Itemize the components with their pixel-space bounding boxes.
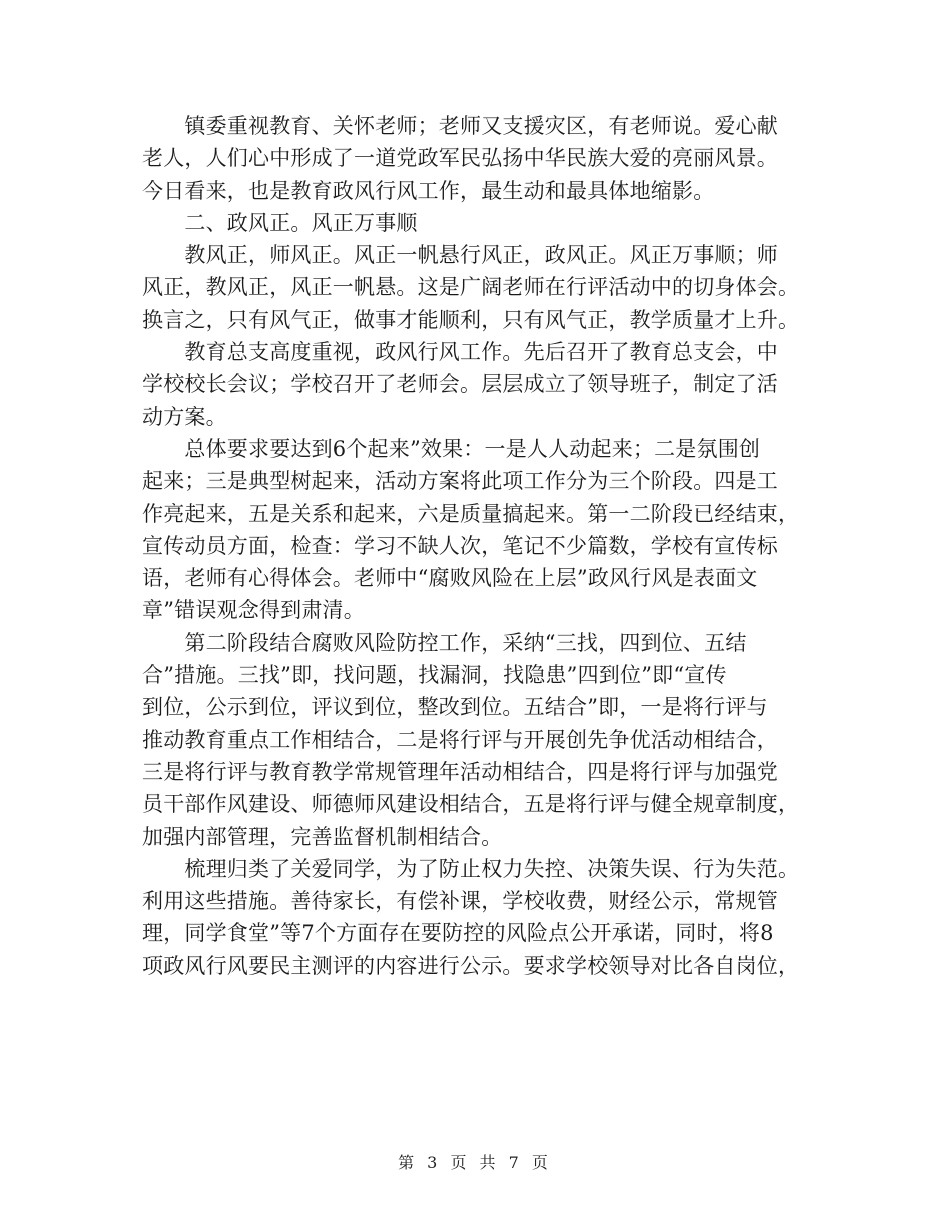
text-line: 梳理归类了关爱同学，为了防止权力失控、决策失误、行为失范。	[142, 856, 800, 881]
text-line: 风正，教风正，风正一帆悬。这是广阔老师在行评活动中的切身体会。	[142, 275, 800, 300]
paragraph-3	[142, 239, 834, 336]
heading-line: 二、政风正。风正万事顺	[142, 210, 418, 235]
text-line: 换言之，只有风气正，做事才能顺利，只有风气正，教学质量才上升。	[142, 307, 800, 332]
page-number-footer: 第 3 页 共 7 页	[398, 1153, 552, 1172]
text-line: 第二阶段结合腐败风险防控工作，采纳“三找，四到位、五结	[142, 630, 747, 655]
text-line: 加强内部管理，完善监督机制相结合。	[142, 824, 503, 849]
text-line: 到位，公示到位，评议到位，整改到位。五结合”即，一是将行评与	[142, 695, 768, 720]
text-line: 理，同学食堂”等7个方面存在要防控的风险点公开承诺，同时，将8	[142, 921, 774, 946]
text-line: 利用这些措施。善待家长，有偿补课，学校收费，财经公示，常规管	[142, 889, 778, 914]
text-line: 教育总支高度重视，政风行风工作。先后召开了教育总支会，中	[142, 340, 778, 365]
text-line: 教风正，师风正。风正一帆悬行风正，政风正。风正万事顺；师	[142, 243, 778, 268]
text-line: 老人，人们心中形成了一道党政军民弘扬中华民族大爱的亮丽风景。	[142, 146, 778, 171]
paragraph-4	[142, 336, 834, 433]
text-line: 语，老师有心得体会。老师中“腐败风险在上层”政风行风是表面文	[142, 566, 758, 591]
text-line: 推动教育重点工作相结合，二是将行评与开展创先争优活动相结合，	[142, 727, 778, 752]
text-line: 总体要求要达到6个起来”效果：一是人人动起来；二是氛围创	[142, 436, 761, 461]
text-line: 章”错误观念得到肃清。	[142, 598, 365, 623]
text-line: 起来；三是典型树起来，活动方案将此项工作分为三个阶段。四是工	[142, 469, 778, 494]
document-body	[142, 110, 834, 982]
text-line: 动方案。	[142, 404, 227, 429]
text-line: 员干部作风建设、师德师风建设相结合，五是将行评与健全规章制度，	[142, 792, 800, 817]
paragraph-1	[142, 110, 834, 207]
paragraph-5	[142, 433, 834, 627]
section-heading	[142, 207, 834, 239]
text-line: 合”措施。三找”即，找问题，找漏洞，找隐患”四到位”即“宣传	[142, 663, 727, 688]
paragraph-7	[142, 853, 834, 982]
text-line: 项政风行风要民主测评的内容进行公示。要求学校领导对比各自岗位，	[142, 953, 800, 978]
paragraph-6	[142, 627, 834, 853]
text-line: 三是将行评与教育教学常规管理年活动相结合，四是将行评与加强党	[142, 759, 778, 784]
text-line: 宣传动员方面，检查：学习不缺人次，笔记不少篇数，学校有宣传标	[142, 533, 778, 558]
text-line: 作亮起来，五是关系和起来，六是质量搞起来。第一二阶段已经结束，	[142, 501, 800, 526]
text-line: 今日看来，也是教育政风行风工作，最生动和最具体地缩影。	[142, 178, 715, 203]
text-line: 镇委重视教育、关怀老师；老师又支援灾区，有老师说。爱心献	[142, 114, 778, 138]
text-line: 学校校长会议；学校召开了老师会。层层成立了领导班子，制定了活	[142, 372, 778, 397]
